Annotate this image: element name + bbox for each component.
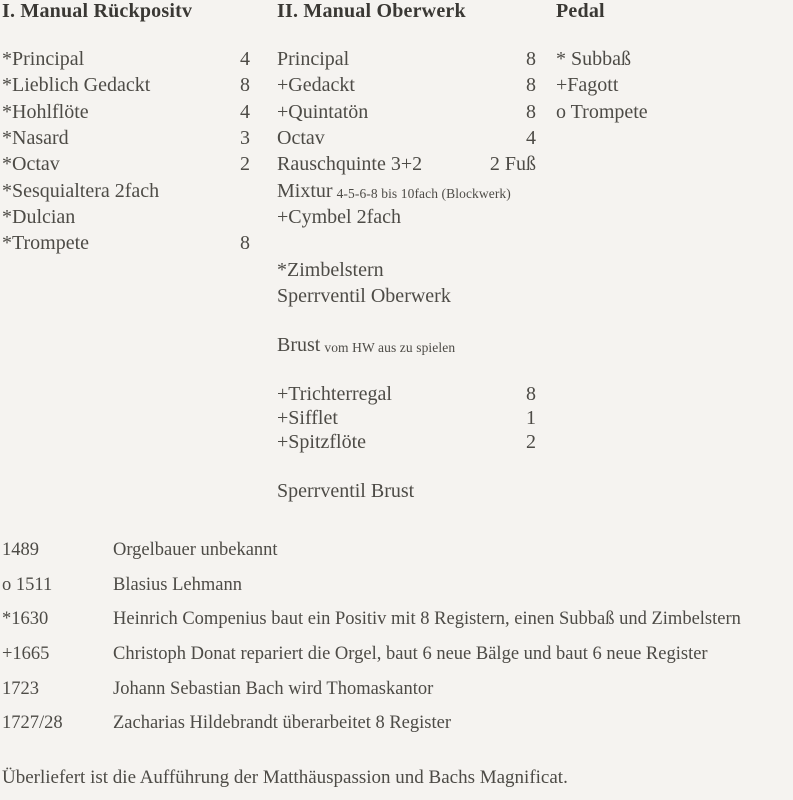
stop-row (277, 479, 536, 503)
stop-label (277, 382, 526, 406)
stop-name: o Trompete (556, 100, 648, 123)
stop-name: Principal (277, 48, 350, 70)
stop-name: Mixtur (277, 179, 333, 202)
column-header: I. Manual Rückpositv (2, 0, 193, 22)
stop-label (2, 72, 240, 98)
stop-label (277, 406, 526, 430)
stop-label (277, 204, 536, 230)
stop-name: +Sifflet (277, 407, 338, 430)
timeline-event: Johann Sebastian Bach wird Thomaskantor (113, 678, 434, 699)
stop-label (277, 72, 526, 98)
stop-list (2, 46, 250, 257)
stop-name: Octav (277, 126, 325, 149)
stop-row (277, 382, 536, 406)
stop-footage: 8 (240, 232, 250, 255)
stop-name: +Gedackt (277, 74, 355, 97)
stop-name: +Fagott (556, 74, 619, 97)
stop-row (277, 333, 536, 357)
stop-label (2, 46, 240, 72)
stop-row (2, 204, 250, 230)
timeline (2, 533, 791, 741)
stop-list (277, 46, 536, 503)
stop-label (556, 99, 791, 125)
stop-label (277, 430, 526, 454)
stop-row (277, 178, 536, 204)
stop-annotation: vom HW aus zu spielen (324, 340, 456, 356)
stop-row (277, 125, 536, 151)
timeline-row (2, 568, 791, 603)
stop-label (2, 178, 250, 204)
stop-name: *Nasard (2, 126, 69, 149)
stop-footage: 1 (526, 407, 536, 430)
stop-name: +Trichterregal (277, 382, 392, 405)
stop-label (556, 72, 791, 98)
stop-footage: 8 (526, 382, 536, 405)
timeline-event: Zacharias Hildebrandt überarbeitet 8 Register (113, 713, 451, 734)
timeline-event: Christoph Donat repariert die Orgel, baut 6 neue Bälge und baut 6 neue Register (113, 644, 708, 665)
timeline-event: Heinrich Compenius baut ein Positiv mit 8 Registern, einen Subbaß und Zimbelstern (113, 609, 741, 630)
stop-label (2, 204, 250, 230)
stop-name: *Dulcian (2, 205, 76, 228)
stop-row (277, 151, 536, 177)
stop-row (277, 454, 536, 478)
timeline-event: Blasius Lehmann (113, 574, 242, 595)
stop-footage: 2 Fuß (489, 153, 536, 176)
timeline-row (2, 637, 791, 672)
stop-name: *Lieblich Gedackt (2, 74, 151, 97)
column-pedal (556, 0, 791, 123)
stop-row (277, 406, 536, 430)
stop-label (2, 151, 240, 177)
stop-row (277, 204, 536, 230)
stop-row (277, 99, 536, 125)
stop-row (2, 99, 250, 125)
stop-row (277, 283, 536, 309)
stop-row (2, 151, 250, 177)
stop-name: +Cymbel 2fach (277, 205, 402, 228)
stop-name: *Sesquialtera 2fach (2, 179, 160, 202)
stop-row (2, 46, 250, 72)
stop-row (277, 257, 536, 283)
stop-annotation: 4-5-6-8 bis 10fach (Blockwerk) (336, 185, 511, 201)
stop-label (277, 333, 536, 359)
stop-row (277, 358, 536, 382)
stop-footage: 4 (526, 126, 536, 149)
stop-row (2, 125, 250, 151)
stop-label (2, 230, 240, 256)
stop-name: Sperrventil Oberwerk (277, 284, 451, 307)
stop-label (277, 151, 490, 177)
stop-footage: 8 (240, 74, 250, 97)
timeline-year: 1723 (2, 678, 39, 699)
timeline-row (2, 533, 791, 568)
stop-name: +Spitzflöte (277, 431, 367, 454)
stop-row (556, 99, 791, 125)
stop-footage: 4 (240, 100, 250, 123)
stop-footage: 4 (240, 48, 250, 70)
stop-name: Brust (277, 334, 321, 357)
stop-row (556, 72, 791, 98)
stop-label (277, 125, 526, 151)
timeline-row (2, 706, 791, 741)
stop-label (277, 178, 536, 206)
stop-footage: 8 (526, 74, 536, 97)
column-header: Pedal (556, 0, 605, 22)
stop-footage: 2 (526, 431, 536, 454)
column-manual-2-oberwerk (277, 0, 536, 502)
stop-row (2, 178, 250, 204)
timeline-row (2, 602, 791, 637)
stop-row (277, 72, 536, 98)
stop-label (277, 479, 536, 503)
stop-footage: 3 (240, 126, 250, 149)
stop-footage: 8 (526, 100, 536, 123)
stop-list (556, 46, 791, 125)
stop-row (277, 46, 536, 72)
column-manual-1-rueckpositiv (2, 0, 250, 255)
stop-name: *Zimbelstern (277, 258, 384, 281)
stop-row (277, 430, 536, 454)
timeline-event: Orgelbauer unbekannt (113, 540, 278, 560)
stop-row (2, 230, 250, 256)
stop-label (556, 46, 791, 72)
stop-name: *Octav (2, 153, 60, 176)
timeline-year: 1489 (2, 540, 39, 560)
stop-name: *Hohlflöte (2, 100, 89, 123)
stop-footage: 2 (240, 153, 250, 176)
stop-row (277, 309, 536, 333)
stop-row (277, 230, 536, 256)
stop-label (277, 46, 526, 72)
timeline-row (2, 672, 791, 707)
stop-name: +Quintatön (277, 100, 369, 123)
footer-note: Überliefert ist die Aufführung der Matthäuspassion und Bachs Magnificat. (2, 767, 568, 788)
timeline-year: +1665 (2, 644, 50, 665)
stop-name: * Subbaß (556, 48, 631, 70)
stop-label (2, 125, 240, 151)
stop-name: *Trompete (2, 232, 90, 255)
stop-label (2, 99, 240, 125)
stop-name: Rauschquinte 3+2 (277, 153, 423, 176)
stop-row (556, 46, 791, 72)
stop-name: *Principal (2, 48, 85, 70)
timeline-year: 1727/28 (2, 713, 63, 734)
stop-name: Sperrventil Brust (277, 479, 415, 502)
stop-label (277, 99, 526, 125)
timeline-year: o 1511 (2, 574, 53, 595)
stop-row (2, 72, 250, 98)
column-header: II. Manual Oberwerk (277, 0, 466, 22)
timeline-year: *1630 (2, 609, 49, 630)
stop-footage: 8 (526, 48, 536, 70)
stop-label (277, 257, 536, 283)
stop-label (277, 283, 536, 309)
